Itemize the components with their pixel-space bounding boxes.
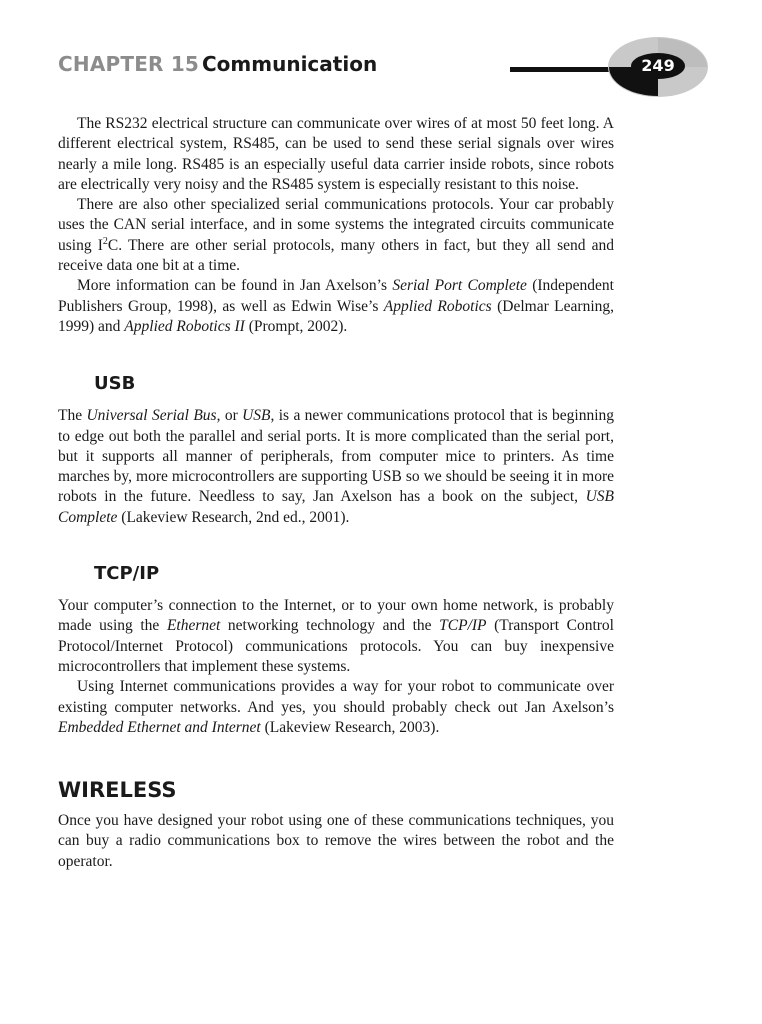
text-run: (Independent Publishers Group, 1998), as well as Edwin Wise’s bbox=[58, 277, 614, 315]
emphasis: Universal Serial Bus bbox=[86, 407, 217, 425]
usb-paragraph bbox=[58, 406, 614, 528]
intro-p2-text-end: C. There are other serial protocols, many others in fact, but they all send and receive data one bit at a time. bbox=[58, 236, 615, 275]
text-run: (Lakeview Research, 2nd ed., 2001). bbox=[117, 508, 350, 526]
text-run: Using Internet communications provides a way for your robot to communicate over existing computer networks. And yes, you should probably check out Jan Axelson’s bbox=[58, 678, 614, 716]
tcpip-paragraph-2 bbox=[58, 677, 614, 738]
emphasis: TCP/IP bbox=[439, 617, 487, 635]
book-title: Embedded Ethernet and Internet bbox=[58, 718, 261, 736]
book-title: Serial Port Complete bbox=[392, 277, 527, 295]
text-run: , or bbox=[216, 407, 243, 425]
text-run: Your computer’s connection to the Internet, or to your own home network, is probably made using the bbox=[58, 597, 614, 635]
usb-heading: USB bbox=[94, 373, 136, 395]
text-run: The bbox=[58, 407, 87, 425]
superscript-2: 2 bbox=[102, 235, 108, 247]
chapter-label: CHAPTER 15 bbox=[58, 52, 200, 76]
page-number: 249 bbox=[641, 56, 675, 75]
intro-paragraph-3 bbox=[58, 276, 614, 337]
intro-p2-text: There are also other specialized serial communications protocols. Your car probably uses the CAN serial interface, and in some systems the integrated circuits communicate using I bbox=[58, 196, 614, 254]
text-run: (Transport Control Protocol/Internet Protocol) communications protocols. You can buy inexpensive microcontrollers that implement these systems. bbox=[58, 617, 614, 675]
page-body bbox=[58, 114, 614, 872]
book-title: Applied Robotics bbox=[383, 297, 492, 315]
chapter-title: Communication bbox=[202, 52, 378, 76]
book-title: USB Complete bbox=[58, 488, 614, 526]
text-run: networking technology and the bbox=[220, 617, 440, 635]
text-run: (Prompt, 2002). bbox=[244, 317, 348, 335]
emphasis: Ethernet bbox=[166, 617, 221, 635]
book-title: Applied Robotics II bbox=[124, 317, 245, 335]
text-run: , is a newer communications protocol that is beginning to edge out both the parallel and serial ports. It is more complicated than the serial port, but it supports all manner of peripherals, from computer mice to printers. As time marches by, more microcontrollers are supporting USB so we should be seeing it in more robots in the future. Needless to say, Jan Axelson has a book on the subject, bbox=[58, 407, 614, 506]
tcpip-paragraph-1 bbox=[58, 596, 614, 677]
wireless-heading: WIRELESS bbox=[58, 778, 177, 803]
text-run: (Delmar Learning, 1999) and bbox=[58, 297, 615, 335]
page-number-badge bbox=[607, 36, 709, 98]
wireless-paragraph: Once you have designed your robot using one of these communications techniques, you can buy a radio communications box to remove the wires between the robot and the operator. bbox=[58, 812, 614, 870]
intro-paragraph-2 bbox=[58, 195, 614, 276]
intro-paragraph-1: The RS232 electrical structure can communicate over wires of at most 50 feet long. A different electrical system, RS485, can be used to send these serial signals over wires nearly a mile long. RS485 is an especially useful data carrier inside robots, since robots are electrically very noisy and the RS485 system is especially resistant to this noise. bbox=[58, 115, 614, 193]
emphasis: USB bbox=[242, 407, 271, 425]
text-run: (Lakeview Research, 2003). bbox=[260, 718, 440, 736]
tcpip-heading: TCP/IP bbox=[94, 563, 160, 585]
text-run: More information can be found in Jan Axelson’s bbox=[77, 277, 393, 295]
